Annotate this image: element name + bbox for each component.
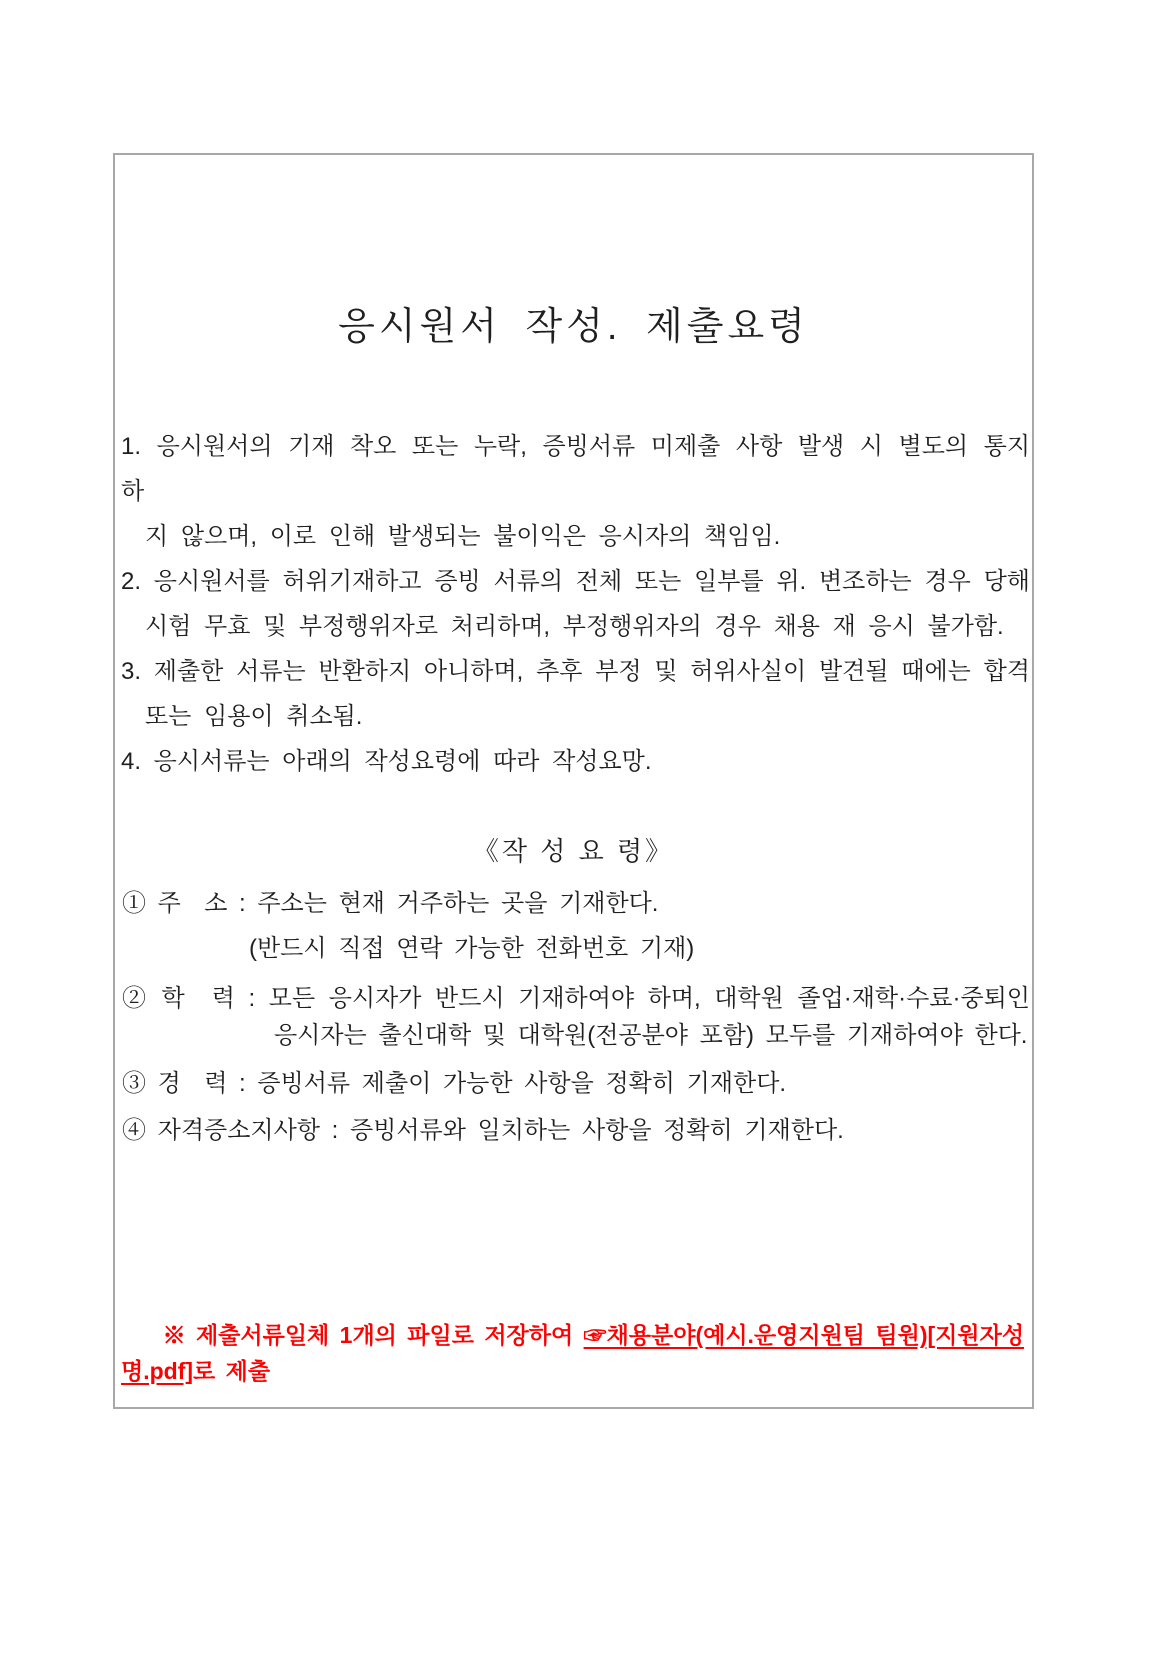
guideline-1-address: ① 주 소 : 주소는 현재 거주하는 곳을 기재한다. — [122, 890, 659, 917]
note-3-line-1: 3. 제출한 서류는 반환하지 아니하며, 추후 부정 및 허위사실이 발견될 때에는 합격 — [121, 658, 1030, 685]
guideline-3-career: ③ 경 력 : 증빙서류 제출이 가능한 사항을 정확히 기재한다. — [122, 1070, 787, 1097]
notes-list — [115, 424, 1032, 784]
note-2-line-1: 2. 응시원서를 허위기재하고 증빙 서류의 전체 또는 일부를 위. 변조하는 경우 당해 — [121, 568, 1030, 595]
document-frame — [113, 153, 1034, 1409]
footnote-suffix: 로 제출 — [193, 1358, 271, 1384]
section-header-writing-guidelines: 《작 성 요 령》 — [472, 836, 675, 866]
note-4-line-1: 4. 응시서류는 아래의 작성요령에 따라 작성요망. — [121, 748, 652, 775]
page-title: 응시원서 작성. 제출요령 — [338, 306, 809, 348]
note-1-line-2: 지 않으며, 이로 인해 발생되는 불이익은 응시자의 책임임. — [145, 523, 781, 550]
footnote-prefix: ※ 제출서류일체 1개의 파일로 저장하여 — [162, 1322, 584, 1348]
guideline-2-education-cont: 응시자는 출신대학 및 대학원(전공분야 포함) 모두를 기재하여야 한다. — [274, 1022, 1028, 1049]
note-3-line-2: 또는 임용이 취소됨. — [145, 703, 363, 730]
guideline-2-education: ② 학 력 : 모든 응시자가 반드시 기재하여야 하며, 대학원 졸업·재학·수료·중퇴인 — [122, 985, 1030, 1012]
guideline-1-address-note: (반드시 직접 연락 가능한 전화번호 기재) — [249, 935, 695, 962]
submission-footnote — [115, 1281, 1032, 1409]
footnote-filename-format: ☞채용분야(예시.운영지원팀 팀원)[지원자성명.pdf] — [121, 1322, 1025, 1384]
note-2-line-2: 시험 무효 및 부정행위자로 처리하며, 부정행위자의 경우 채용 재 응시 불가함. — [145, 613, 1004, 640]
guideline-4-certificates: ④ 자격증소지사항 : 증빙서류와 일치하는 사항을 정확히 기재한다. — [122, 1117, 844, 1144]
guidelines-list — [115, 886, 1032, 1149]
note-1-line-1: 1. 응시원서의 기재 착오 또는 누락, 증빙서류 미제출 사항 발생 시 별도의 통지 하 — [121, 433, 1030, 505]
